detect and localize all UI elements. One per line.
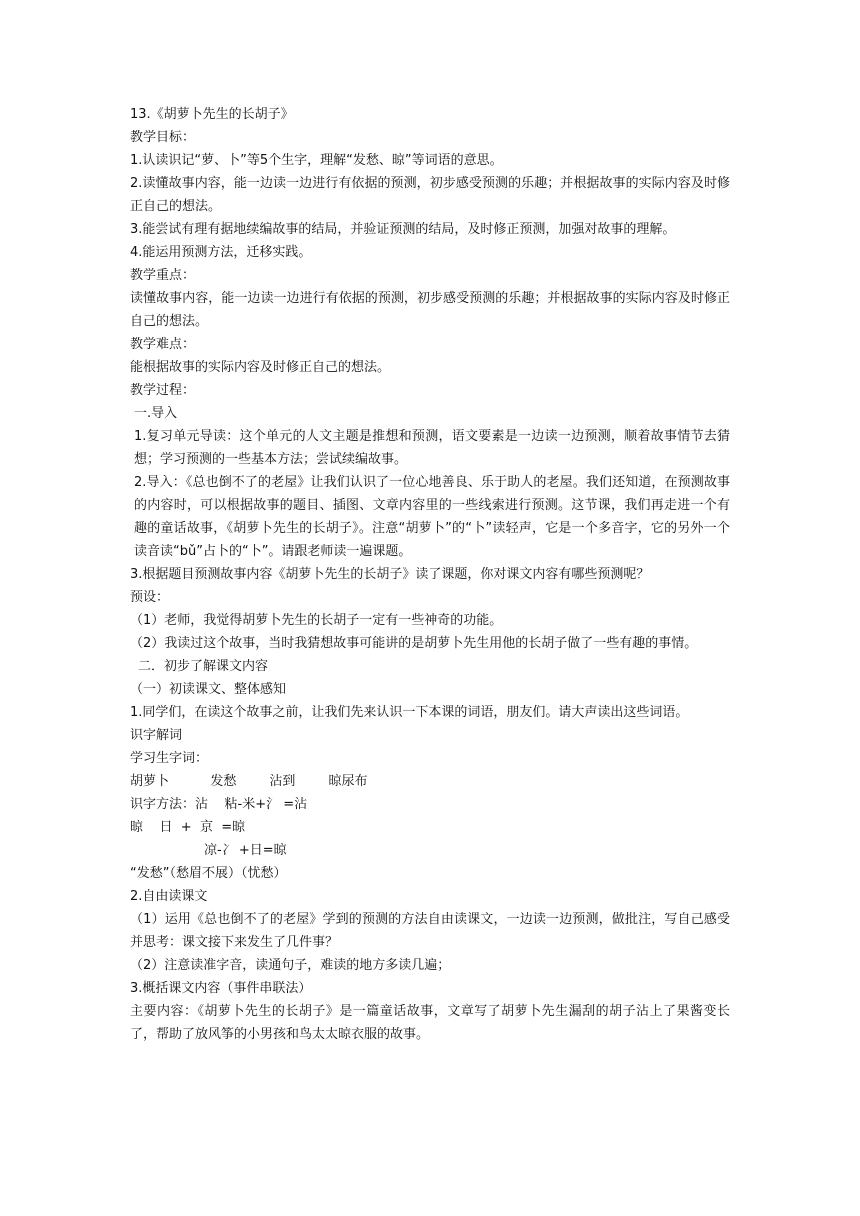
predict-from-title-paragraph: 3.根据题目预测故事内容《胡萝卜先生的长胡子》读了课题，你对课文内容有哪些预测呢？	[130, 567, 650, 582]
preset-item-2: （2）我读过这个故事，当时我猜想故事可能讲的是胡萝卜先生用他的长胡子做了一些有趣的事情。	[130, 636, 698, 651]
summary-paragraph: 主要内容：《胡萝卜先生的长胡子》是一篇童话故事，文章写了胡萝卜先生漏刮的胡子沾上了果酱变长了，帮助了放风筝的小男孩和鸟太太晾衣服的故事。	[130, 1004, 730, 1042]
free-reading-item-1: （1）运用《总也倒不了的老屋》学到的预测的方法自由读课文，一边读一边预测，做批注，写自己感受并思考：课文接下来发生了几件事？	[130, 912, 730, 950]
vocab-list: 胡萝卜 发愁 沾到 晾尿布	[130, 774, 368, 789]
goal-item-1: 1.认读识记“萝、卜”等5个生字，理解“发愁、晾”等词语的意思。	[130, 153, 503, 168]
document-title: 13.《胡萝卜先生的长胡子》	[130, 107, 294, 122]
goal-item-3: 3.能尝试有理有据地续编故事的结局，并验证预测的结局，及时修正预测，加强对故事的理解。	[130, 222, 676, 237]
goal-item-4: 4.能运用预测方法，迁移实践。	[130, 245, 312, 260]
intro-lead-paragraph: 2.导入：《总也倒不了的老屋》让我们认识了一位心地善良、乐于助人的老屋。我们还知道，在预测故事的内容时，可以根据故事的题目、插图、文章内容里的一些线索进行预测。这节课，我们再走进一个有趣的童话故事，《胡萝卜先生的长胡子》。注意“胡萝卜”的“卜”读轻声，它是一个多音字，它的另外一个读音读“bǔ”占卜的“卜”。请跟老师读一遍课题。	[134, 475, 730, 559]
subsection-heading: （一）初读课文、整体感知	[130, 682, 287, 697]
difficult-points-text: 能根据故事的实际内容及时修正自己的想法。	[130, 360, 391, 375]
free-reading-item-2: （2）注意读准字音，读通句子，难读的地方多读几遍；	[130, 958, 451, 973]
teaching-goals-heading: 教学目标：	[130, 130, 196, 145]
goal-item-2: 2.读懂故事内容，能一边读一边进行有依据的预测，初步感受预测的乐趣；并根据故事的实际内容及时修正自己的想法。	[130, 176, 730, 214]
vocab-heading: 识字解词	[130, 728, 183, 743]
section-two-heading: 二．初步了解课文内容	[138, 659, 269, 674]
summary-heading: 3.概括课文内容（事件串联法）	[130, 981, 312, 996]
section-intro-heading: 一.导入	[134, 406, 178, 421]
preset-heading: 预设：	[130, 590, 170, 605]
character-method-2: 晾 日 + 京 =晾	[130, 820, 246, 835]
key-points-heading: 教学重点：	[130, 268, 196, 283]
document-body	[130, 103, 730, 1046]
vocab-subheading: 学习生字词：	[130, 751, 209, 766]
intro-review-paragraph: 1.复习单元导读：这个单元的人文主题是推想和预测，语文要素是一边读一边预测，顺着故事情节去猜想；学习预测的一些基本方法；尝试续编故事。	[134, 429, 730, 467]
key-points-text: 读懂故事内容，能一边读一边进行有依据的预测，初步感受预测的乐趣；并根据故事的实际内容及时修正自己的想法。	[130, 291, 730, 329]
character-method-3: 凉-冫 +日=晾	[204, 843, 287, 858]
vocab-intro-paragraph: 1.同学们，在读这个故事之前，让我们先来认识一下本课的词语，朋友们。请大声读出这些词语。	[130, 705, 689, 720]
character-method-1: 识字方法：沾 粘-米+氵 =沾	[130, 797, 308, 812]
word-meaning: “发愁”（愁眉不展）（忧愁）	[130, 866, 287, 881]
free-reading-heading: 2.自由读课文	[130, 889, 208, 904]
preset-item-1: （1）老师，我觉得胡萝卜先生的长胡子一定有一些神奇的功能。	[130, 613, 503, 628]
process-heading: 教学过程：	[130, 383, 196, 398]
difficult-points-heading: 教学难点：	[130, 337, 196, 352]
